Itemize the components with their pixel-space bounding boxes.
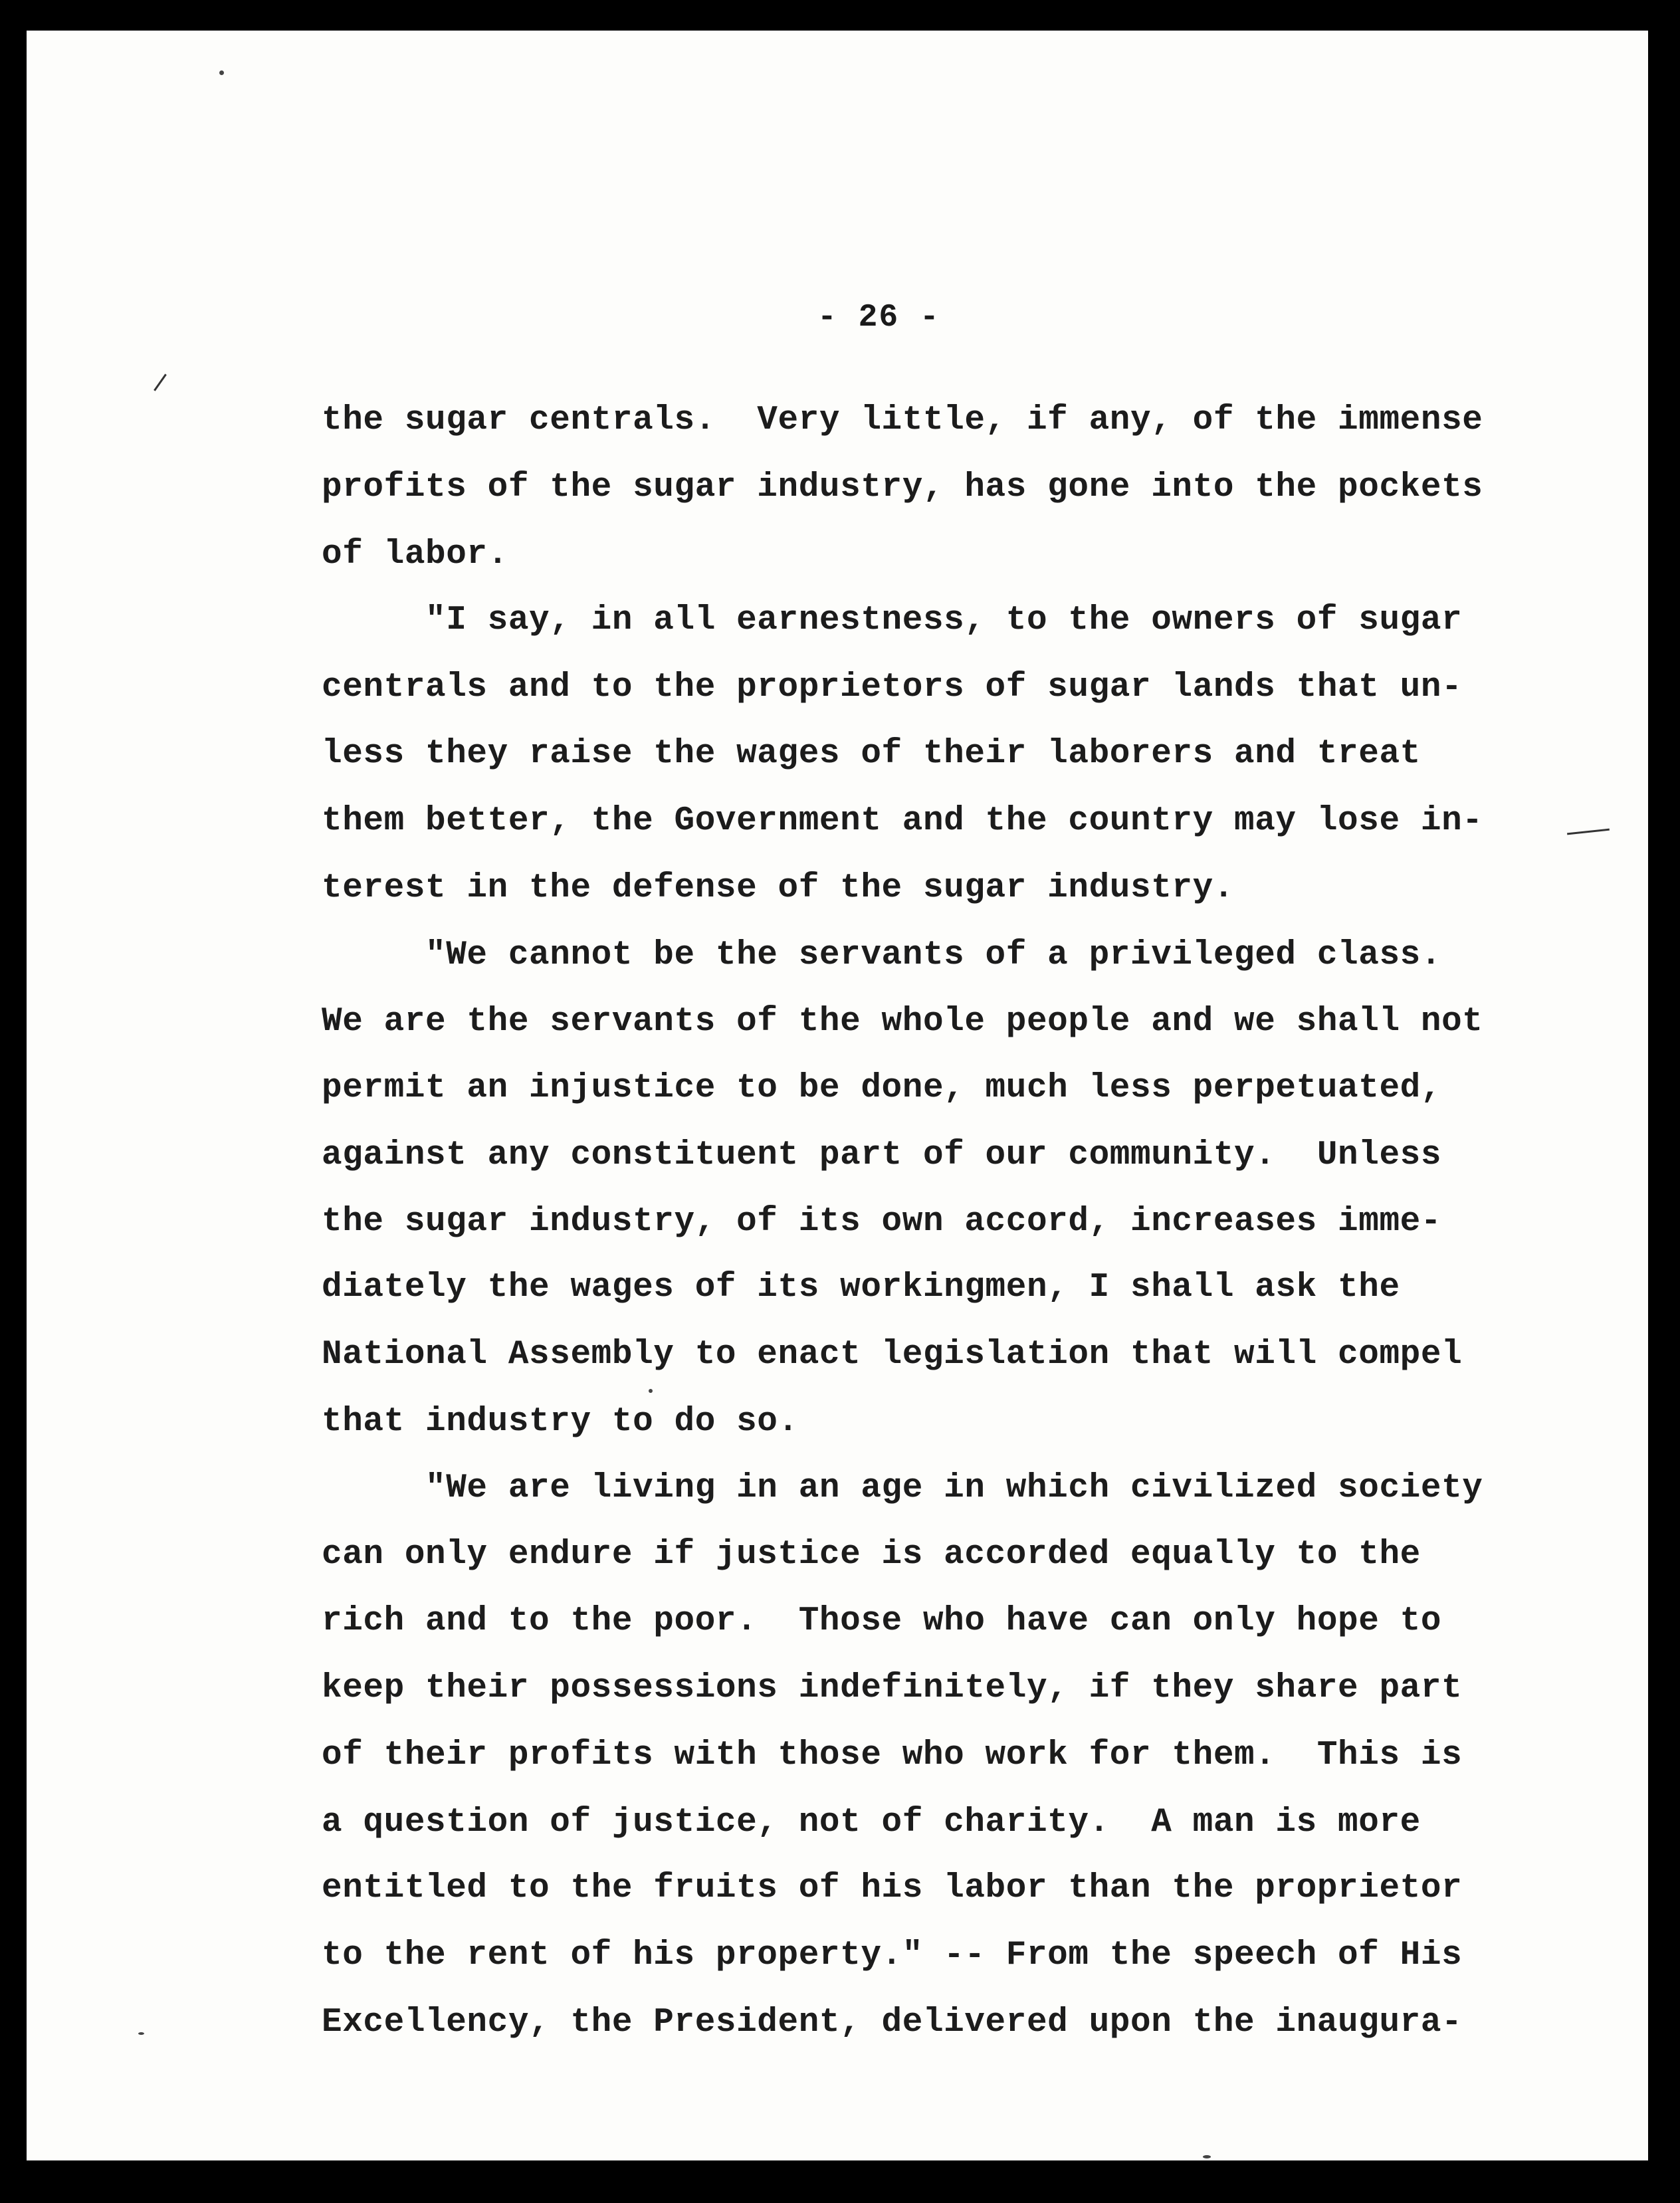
body-line-18: can only endure if justice is accorded equally to the bbox=[322, 1536, 1421, 1574]
body-line-22: a question of justice, not of charity. A man is more bbox=[322, 1804, 1421, 1841]
body-line-8: terest in the defense of the sugar industry. bbox=[322, 869, 1235, 907]
body-line-24: to the rent of his property." -- From the speech of His bbox=[322, 1937, 1463, 1974]
scan-speck bbox=[219, 70, 224, 75]
body-line-19: rich and to the poor. Those who have can only hope to bbox=[322, 1602, 1442, 1640]
body-line-6: less they raise the wages of their laborers and treat bbox=[322, 735, 1421, 773]
scan-speck bbox=[1203, 2155, 1211, 2158]
body-line-25: Excellency, the President, delivered upon the inaugura- bbox=[322, 2004, 1463, 2042]
body-line-7: them better, the Government and the country may lose in- bbox=[322, 802, 1483, 840]
body-line-17: "We are living in an age in which civilized society bbox=[322, 1469, 1483, 1507]
body-line-20: keep their possessions indefinitely, if they share part bbox=[322, 1669, 1463, 1707]
body-line-23: entitled to the fruits of his labor than the proprietor bbox=[322, 1869, 1463, 1907]
scan-speck bbox=[138, 2032, 144, 2035]
body-line-4: "I say, in all earnestness, to the owners of sugar bbox=[322, 601, 1463, 639]
body-line-21: of their profits with those who work for them. This is bbox=[322, 1736, 1463, 1774]
body-line-9: "We cannot be the servants of a privileged class. bbox=[322, 936, 1442, 974]
body-line-5: centrals and to the proprietors of sugar lands that un- bbox=[322, 669, 1463, 706]
body-line-14: diately the wages of its workingmen, I shall ask the bbox=[322, 1269, 1400, 1307]
body-line-10: We are the servants of the whole people and we shall not bbox=[322, 1003, 1483, 1041]
page-number: - 26 - bbox=[817, 300, 940, 336]
body-line-11: permit an injustice to be done, much less perpetuated, bbox=[322, 1069, 1442, 1107]
body-line-1: the sugar centrals. Very little, if any, of the immense bbox=[322, 401, 1483, 439]
body-line-2: profits of the sugar industry, has gone into the pockets bbox=[322, 469, 1483, 506]
body-line-15: National Assembly to enact legislation that will compel bbox=[322, 1336, 1463, 1374]
body-line-16: that industry to do so. bbox=[322, 1403, 799, 1441]
body-line-12: against any constituent part of our community. Unless bbox=[322, 1136, 1442, 1174]
body-line-3: of labor. bbox=[322, 536, 508, 574]
body-line-13: the sugar industry, of its own accord, increases imme- bbox=[322, 1203, 1442, 1241]
scan-speck bbox=[649, 1389, 653, 1393]
